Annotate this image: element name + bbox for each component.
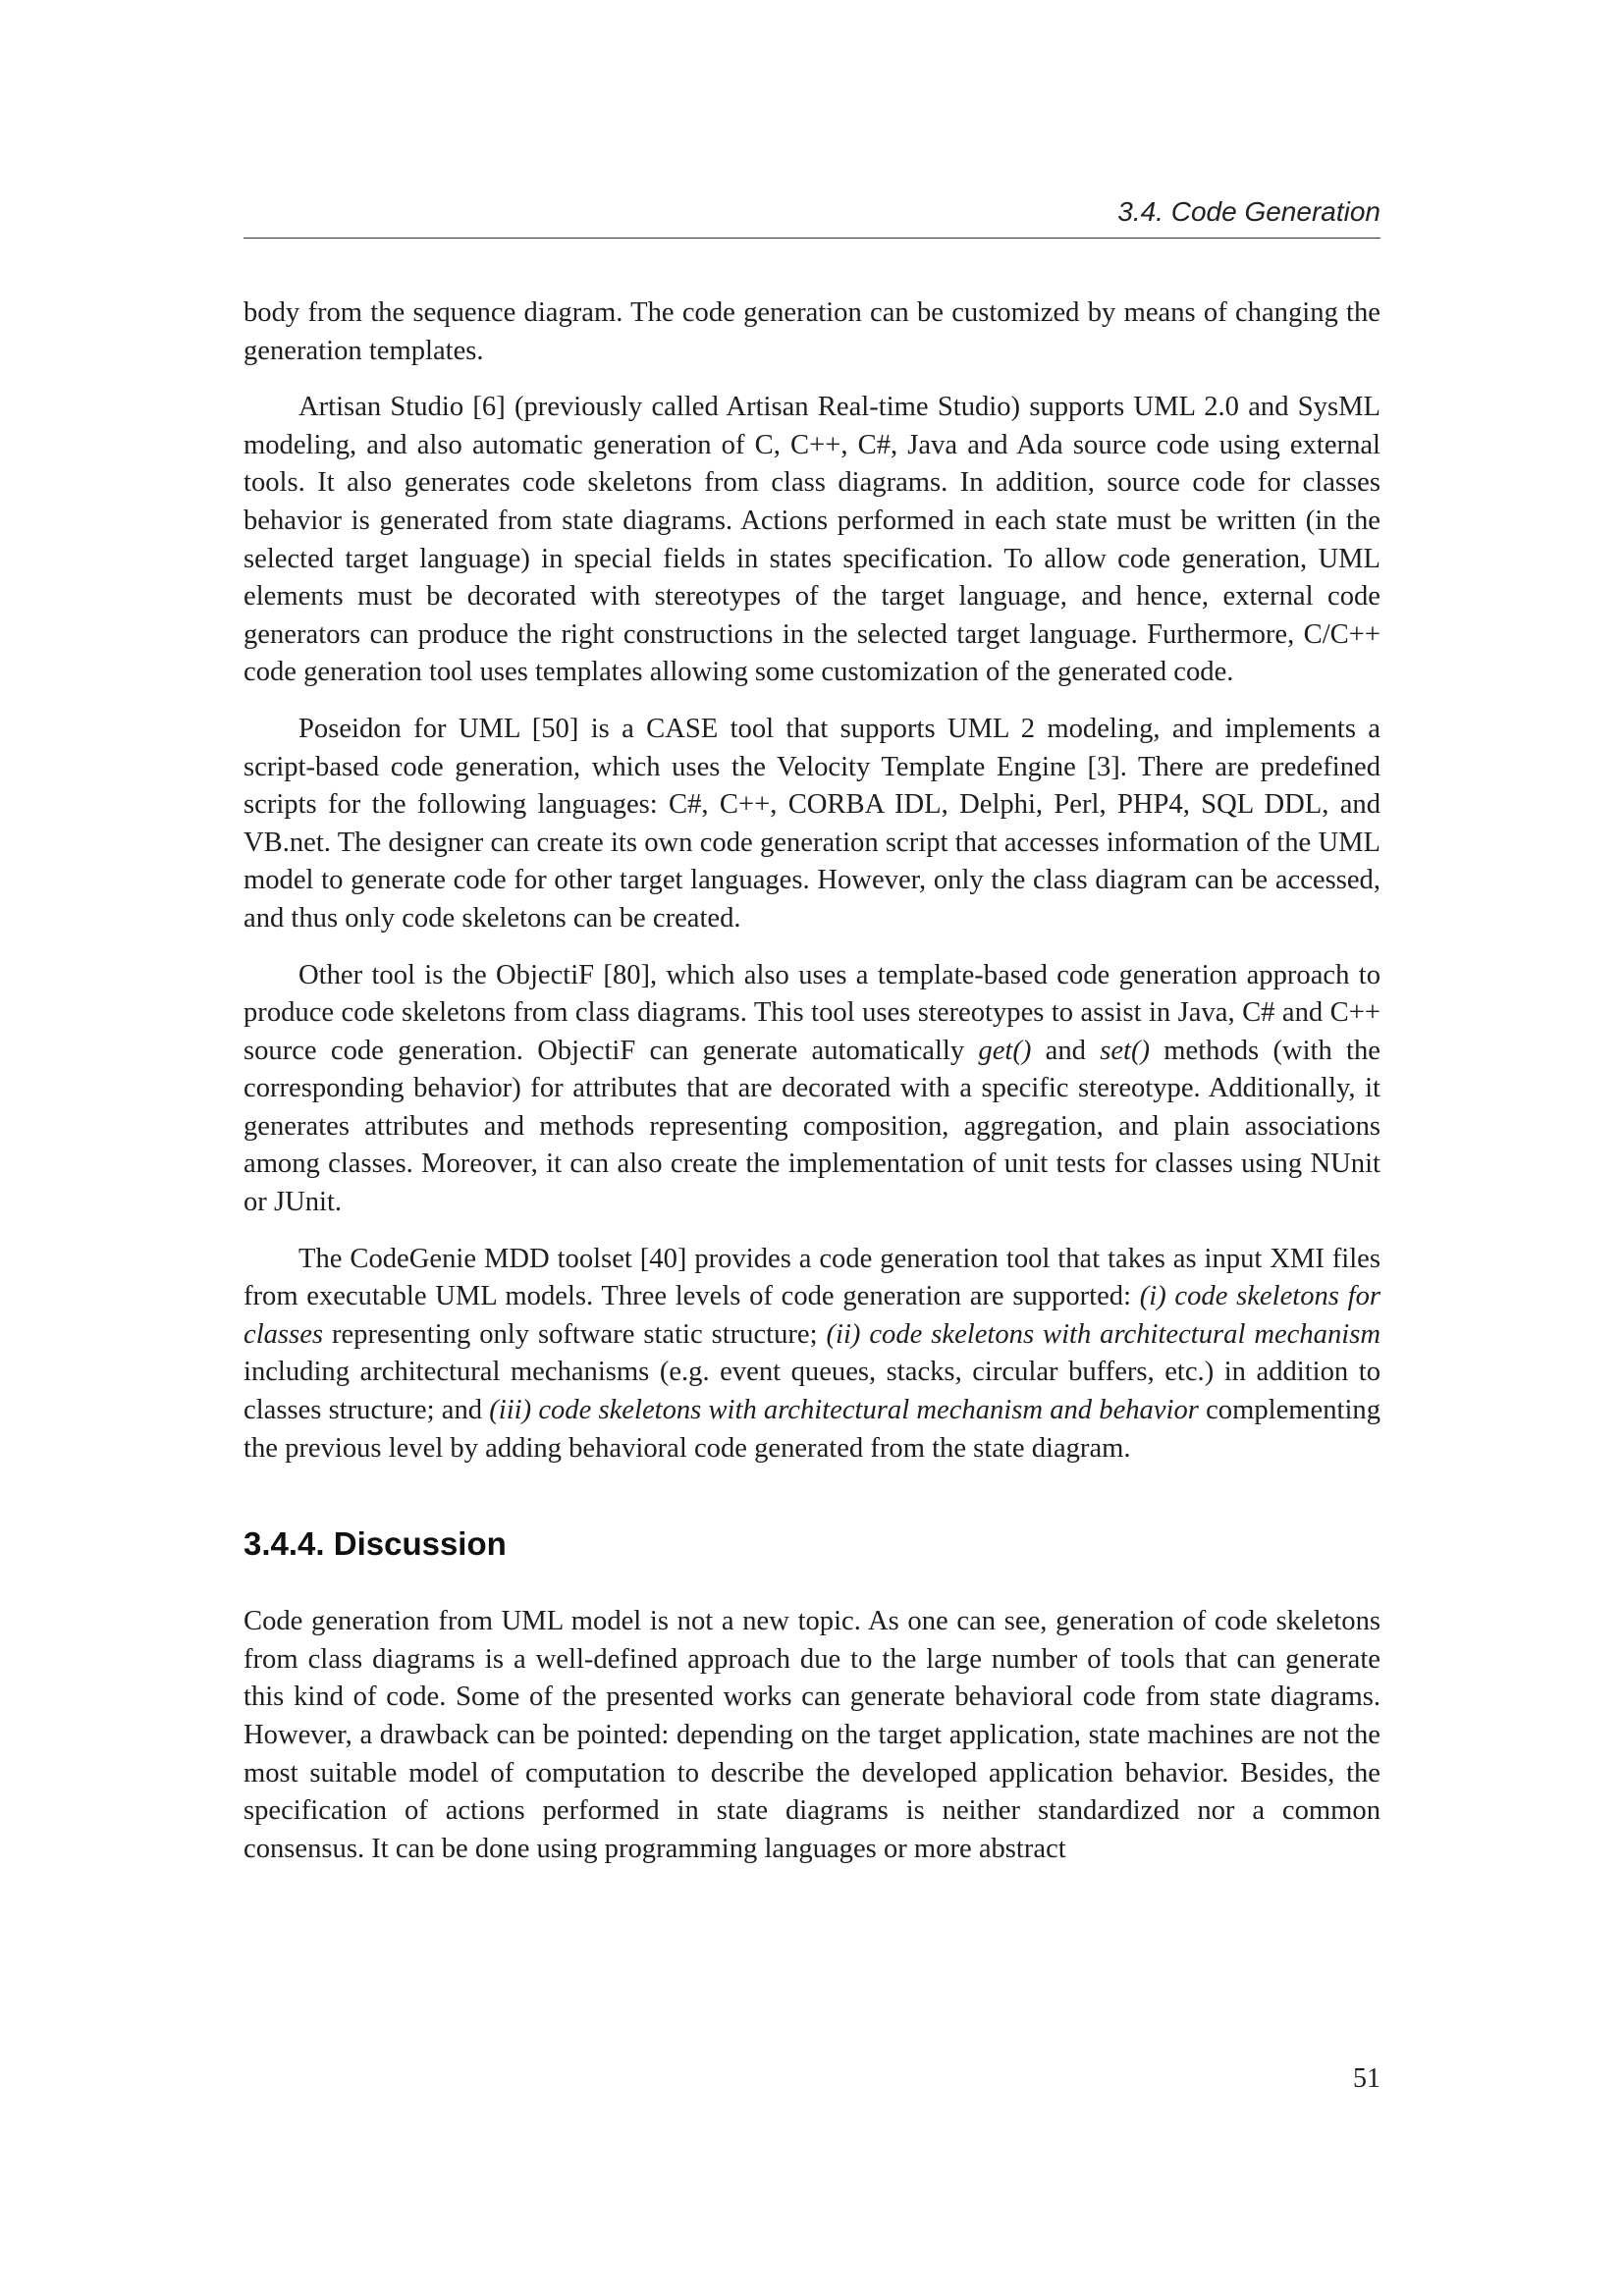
body-text xyxy=(243,294,1380,1887)
paragraph-codegenie xyxy=(243,1241,1380,1468)
italic-level-2: (ii) code skeletons with architectural mechanism xyxy=(826,1318,1380,1350)
section-heading: 3.4.4. Discussion xyxy=(243,1525,507,1563)
italic-set-method: set() xyxy=(1100,1035,1151,1066)
paragraph-continuation: body from the sequence diagram. The code generation can be customized by means of changing the generation templates. xyxy=(243,297,1380,366)
italic-level-3: (iii) code skeletons with architectural mechanism and behavior xyxy=(489,1395,1199,1426)
text-run: methods (with the corresponding behavior) for attributes that are decorated with a specific stereotype. Additionally, it generates attributes and methods representing composition, aggregation, and plain associations among classes. Moreover, it can also create the implementation of unit tests for classes using NUnit or JUnit. xyxy=(243,1035,1380,1218)
header-rule xyxy=(243,238,1380,239)
italic-get-method: get() xyxy=(978,1035,1032,1066)
text-run: and xyxy=(1031,1035,1101,1066)
italic-level-1: (i) code skeletons for classes xyxy=(243,1281,1380,1350)
page-number: 51 xyxy=(1353,2063,1380,2094)
text-run: representing only software static structure; xyxy=(323,1318,827,1350)
text-run: complementing the previous level by adding behavioral code generated from the state diagram. xyxy=(243,1395,1380,1464)
text-run: Other tool is the ObjectiF [80], which also uses a template-based code generation approach to produce code skeletons from class diagrams. This tool uses stereotypes to assist in Java, C# and C++ source code generation. ObjectiF can generate automatically xyxy=(243,959,1380,1066)
text-run: The CodeGenie MDD toolset [40] provides a code generation tool that takes as input XMI files from executable UML models. Three levels of code generation are supported: xyxy=(243,1243,1380,1312)
paragraph-artisan-studio: Artisan Studio [6] (previously called Artisan Real-time Studio) supports UML 2.0 and SysML modeling, and also automatic generation of C, C++, C#, Java and Ada source code using external tools. It also generates code skeletons from class diagrams. In addition, source code for classes behavior is generated from state diagrams. Actions performed in each state must be written (in the selected target language) in special fields in states specification. To allow code generation, UML elements must be decorated with stereotypes of the target language, and hence, external code generators can produce the right constructions in the selected target language. Furthermore, C/C++ code generation tool uses templates allowing some customization of the generated code. xyxy=(243,392,1380,688)
running-header: 3.4. Code Generation xyxy=(1117,196,1380,227)
paragraph-poseidon: Poseidon for UML [50] is a CASE tool that supports UML 2 modeling, and implements a script-based code generation, which uses the Velocity Template Engine [3]. There are predefined scripts for the following languages: C#, C++, CORBA IDL, Delphi, Perl, PHP4, SQL DDL, and VB.net. The designer can create its own code generation script that accesses information of the UML model to generate code for other target languages. However, only the class diagram can be accessed, and thus only code skeletons can be created. xyxy=(243,713,1380,934)
page xyxy=(243,0,1380,2296)
paragraph-discussion: Code generation from UML model is not a new topic. As one can see, generation of code skeletons from class diagrams is a well-defined approach due to the large number of tools that can generate this kind of code. Some of the presented works can generate behavioral code from state diagrams. However, a drawback can be pointed: depending on the target application, state machines are not the most suitable model of computation to describe the developed application behavior. Besides, the specification of actions performed in state diagrams is neither standardized nor a common consensus. It can be done using programming languages or more abstract xyxy=(243,1606,1380,1864)
text-run: including architectural mechanisms (e.g. event queues, stacks, circular buffers, etc.) in addition to classes structure; and xyxy=(243,1357,1380,1426)
paragraph-objectif xyxy=(243,957,1380,1222)
